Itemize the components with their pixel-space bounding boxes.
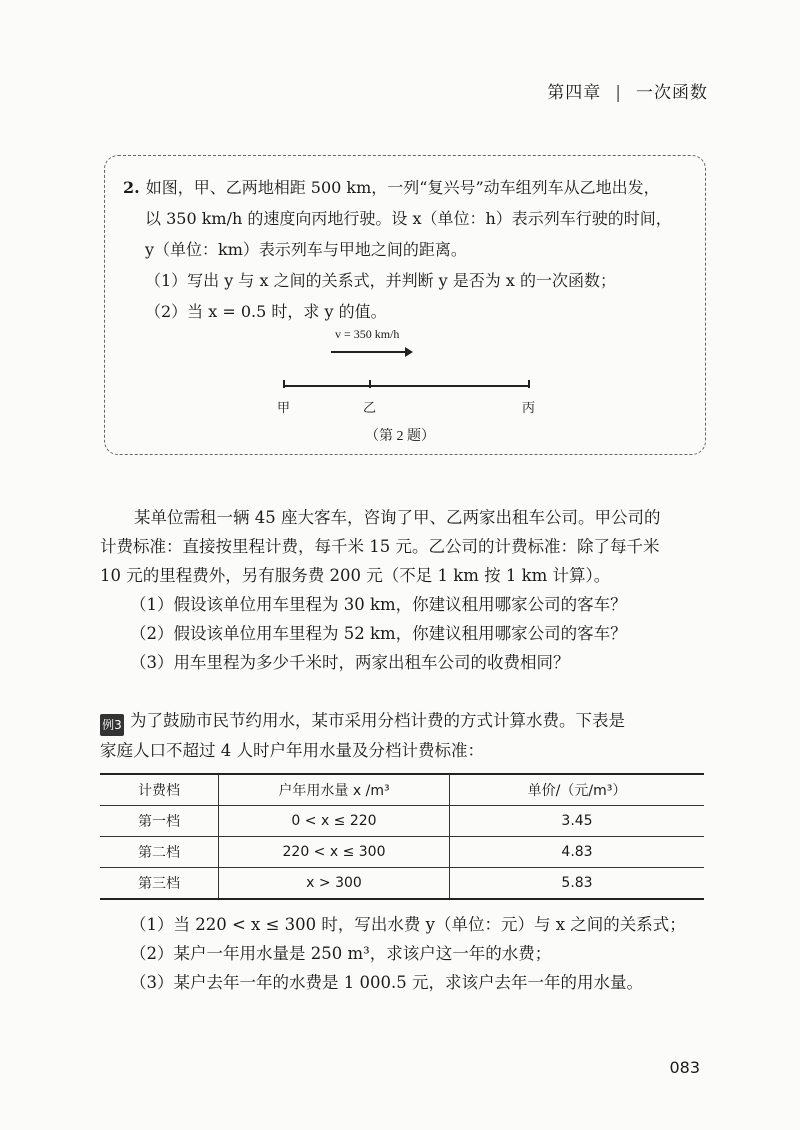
example-line2: 家庭人口不超过 4 人时户年用水量及分档计费标准：: [100, 741, 484, 760]
example-q1: （1）当 220 < x ≤ 300 时，写出水费 y（单位：元）与 x 之间的关系式；: [130, 915, 686, 934]
page-number: 083: [669, 1058, 700, 1077]
problem-2-box: [104, 155, 706, 455]
water-fee-table: [100, 773, 704, 900]
problem-3: [100, 503, 708, 677]
point-yi: 乙: [363, 400, 377, 415]
problem-3-line3: 10 元的里程费外，另有服务费 200 元（不足 1 km 按 1 km 计算）。: [100, 566, 611, 585]
problem-2-line3: y（单位：km）表示列车与甲地之间的距离。: [145, 240, 467, 259]
example-badge: 例3: [100, 714, 124, 736]
table-cell: 220 < x ≤ 300: [219, 837, 450, 868]
problem-2-q2: （2）当 x = 0.5 时，求 y 的值。: [145, 302, 387, 321]
point-bing: 丙: [522, 400, 536, 415]
problem-2-line1: 如图，甲、乙两地相距 500 km，一列“复兴号”动车组列车从乙地出发，: [145, 178, 660, 197]
table-header: 单价/（元/m³）: [450, 774, 705, 806]
problem-3-q3: （3）用车里程为多少千米时，两家出租车公司的收费相同？: [130, 653, 570, 672]
problem-3-q2: （2）假设该单位用车里程为 52 km，你建议租用哪家公司的客车？: [130, 624, 627, 643]
table-cell: 第二档: [100, 837, 219, 868]
table-row: [100, 806, 704, 837]
table-cell: 3.45: [450, 806, 705, 837]
running-header: [547, 78, 708, 103]
tick-bing: [528, 380, 530, 388]
table-cell: 5.83: [450, 868, 705, 900]
example-3-intro: [100, 706, 708, 765]
problem-3-line1: 某单位需租一辆 45 座大客车，咨询了甲、乙两家出租车公司。甲公司的: [134, 508, 661, 527]
example-line1: 为了鼓励市民节约用水，某市采用分档计费的方式计算水费。下表是: [130, 711, 625, 730]
table-cell: 第三档: [100, 868, 219, 900]
train-diagram: [265, 321, 545, 444]
problem-2-line2: 以 350 km/h 的速度向丙地行驶。设 x（单位：h）表示列车行驶的时间，: [145, 209, 672, 228]
tick-jia: [283, 380, 285, 388]
tick-yi: [369, 380, 371, 388]
example-q3: （3）某户去年一年的水费是 1 000.5 元，求该户去年一年的用水量。: [130, 973, 643, 992]
problem-2-number: 2.: [123, 178, 140, 197]
figure-caption: （第 2 题）: [365, 429, 435, 444]
table-header: 户年用水量 x /m³: [219, 774, 450, 806]
header-separator: |: [615, 83, 622, 103]
example-q2: （2）某户一年用水量是 250 m³，求该户这一年的水费；: [130, 944, 552, 963]
problem-2-text: [123, 172, 693, 327]
speed-label: v = 350 km/h: [335, 327, 400, 341]
table-header-row: [100, 774, 704, 806]
chapter-label: 第四章: [547, 83, 602, 103]
table-header: 计费档: [100, 774, 219, 806]
track-line: [283, 385, 529, 387]
table-row: [100, 837, 704, 868]
direction-arrow-icon: [331, 351, 411, 353]
point-jia: 甲: [277, 400, 291, 415]
problem-3-line2: 计费标准：直接按里程计费，每千米 15 元。乙公司的计费标准：除了每千米: [100, 537, 660, 556]
problem-2-q1: （1）写出 y 与 x 之间的关系式，并判断 y 是否为 x 的一次函数；: [145, 271, 616, 290]
table-cell: 4.83: [450, 837, 705, 868]
table-cell: 0 < x ≤ 220: [219, 806, 450, 837]
table-row: [100, 868, 704, 900]
example-3-questions: [100, 910, 708, 997]
table-cell: x > 300: [219, 868, 450, 900]
problem-3-q1: （1）假设该单位用车里程为 30 km，你建议租用哪家公司的客车？: [130, 595, 627, 614]
chapter-title: 一次函数: [636, 83, 708, 103]
table-cell: 第一档: [100, 806, 219, 837]
